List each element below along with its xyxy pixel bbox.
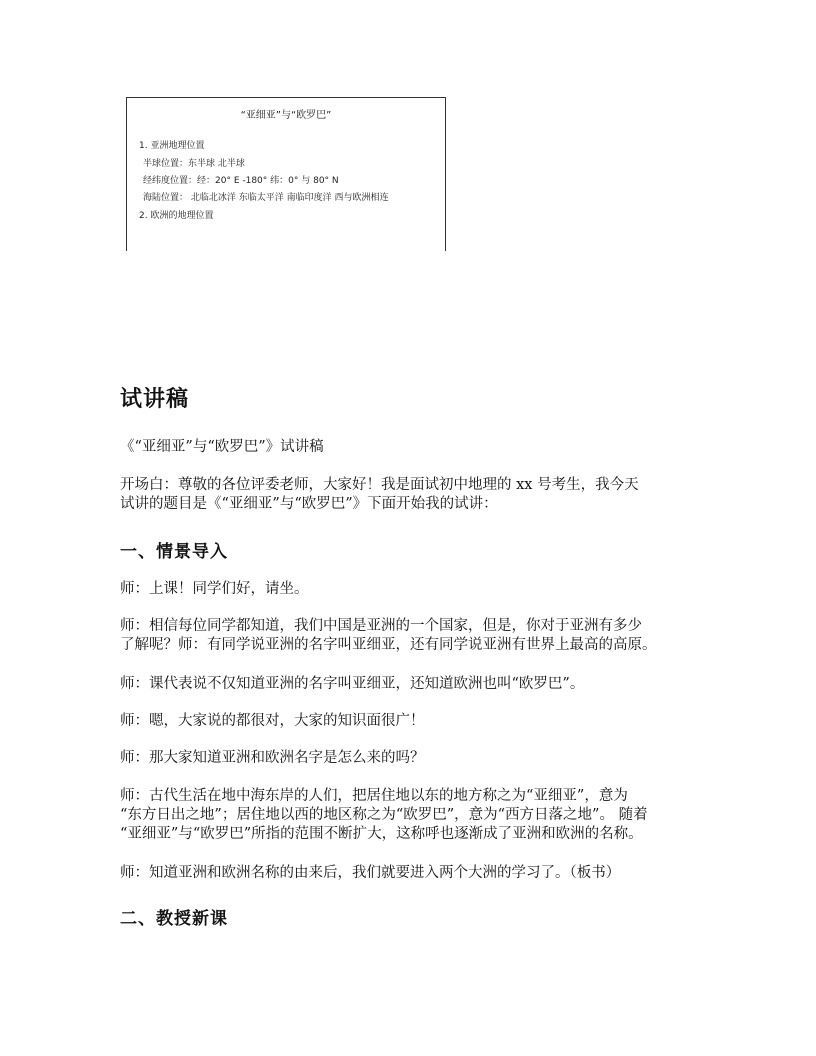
paragraph-5-line-1: 师：那大家知道亚洲和欧洲名字是怎么来的吗？ bbox=[120, 750, 425, 766]
paragraph-5 bbox=[120, 749, 720, 768]
paragraph-4-line-1: 师：嗯，大家说的都很对，大家的知识面很广！ bbox=[120, 713, 425, 729]
section-heading-intro: 一、情景导入 bbox=[120, 542, 228, 562]
paragraph-6-line-3: “亚细亚”与“欧罗巴”所指的范围不断扩大，这称呼也逐渐成了亚洲和欧洲的名称。 bbox=[120, 826, 643, 842]
section-heading-new-lesson: 二、教授新课 bbox=[120, 909, 228, 929]
subtitle-paragraph bbox=[120, 438, 720, 457]
paragraph-3 bbox=[120, 675, 720, 694]
board-line-5: 2. 欧洲的地理位置 bbox=[139, 211, 214, 221]
paragraph-7-line-1: 师：知道亚洲和欧洲名称的由来后，我们就要进入两个大洲的学习了。（板书） bbox=[120, 865, 621, 881]
blackboard-design-figure bbox=[126, 97, 446, 251]
paragraph-6-line-2: “东方日出之地”；居住地以西的地区称之为“欧罗巴”，意为“西方日落之地”。 随着 bbox=[120, 807, 648, 823]
paragraph-2-line-1: 师：相信每位同学都知道，我们中国是亚洲的一个国家，但是，你对于亚洲有多少 bbox=[120, 618, 642, 634]
paragraph-4 bbox=[120, 712, 720, 731]
paragraph-1 bbox=[120, 580, 720, 599]
paragraph-1-line-1: 师：上课！同学们好，请坐。 bbox=[120, 581, 309, 597]
board-line-1: 1. 亚洲地理位置 bbox=[139, 141, 205, 151]
opening-line-2: 试讲的题目是《“亚细亚”与“欧罗巴”》下面开始我的试讲： bbox=[120, 496, 498, 512]
board-line-3: 经纬度位置：经：20° E -180° 纬：0° 与 80° N bbox=[143, 176, 339, 186]
board-line-2: 半球位置：东半球 北半球 bbox=[143, 159, 245, 169]
paragraph-2-line-2: 了解呢？师：有同学说亚洲的名字叫亚细亚，还有同学说亚洲有世界上最高的高原。 bbox=[120, 637, 657, 653]
paragraph-6-line-1: 师：古代生活在地中海东岸的人们，把居住地以东的地方称之为“亚细亚”，意为 bbox=[120, 788, 628, 804]
opening-paragraph bbox=[120, 476, 720, 514]
opening-line-1: 开场白：尊敬的各位评委老师，大家好！我是面试初中地理的 xx 号考生，我今天 bbox=[120, 477, 639, 493]
paragraph-7 bbox=[120, 864, 720, 883]
paragraph-3-line-1: 师：课代表说不仅知道亚洲的名字叫亚细亚，还知道欧洲也叫“欧罗巴”。 bbox=[120, 676, 585, 692]
board-title: “亚细亚”与“欧罗巴” bbox=[240, 110, 332, 121]
document-title: 试讲稿 bbox=[120, 387, 190, 412]
paragraph-2 bbox=[120, 617, 720, 655]
board-line-4: 海陆位置： 北临北冰洋 东临太平洋 南临印度洋 西与欧洲相连 bbox=[143, 193, 389, 203]
paragraph-6 bbox=[120, 787, 720, 844]
subtitle-line: 《“亚细亚”与“欧罗巴”》试讲稿 bbox=[120, 439, 324, 455]
